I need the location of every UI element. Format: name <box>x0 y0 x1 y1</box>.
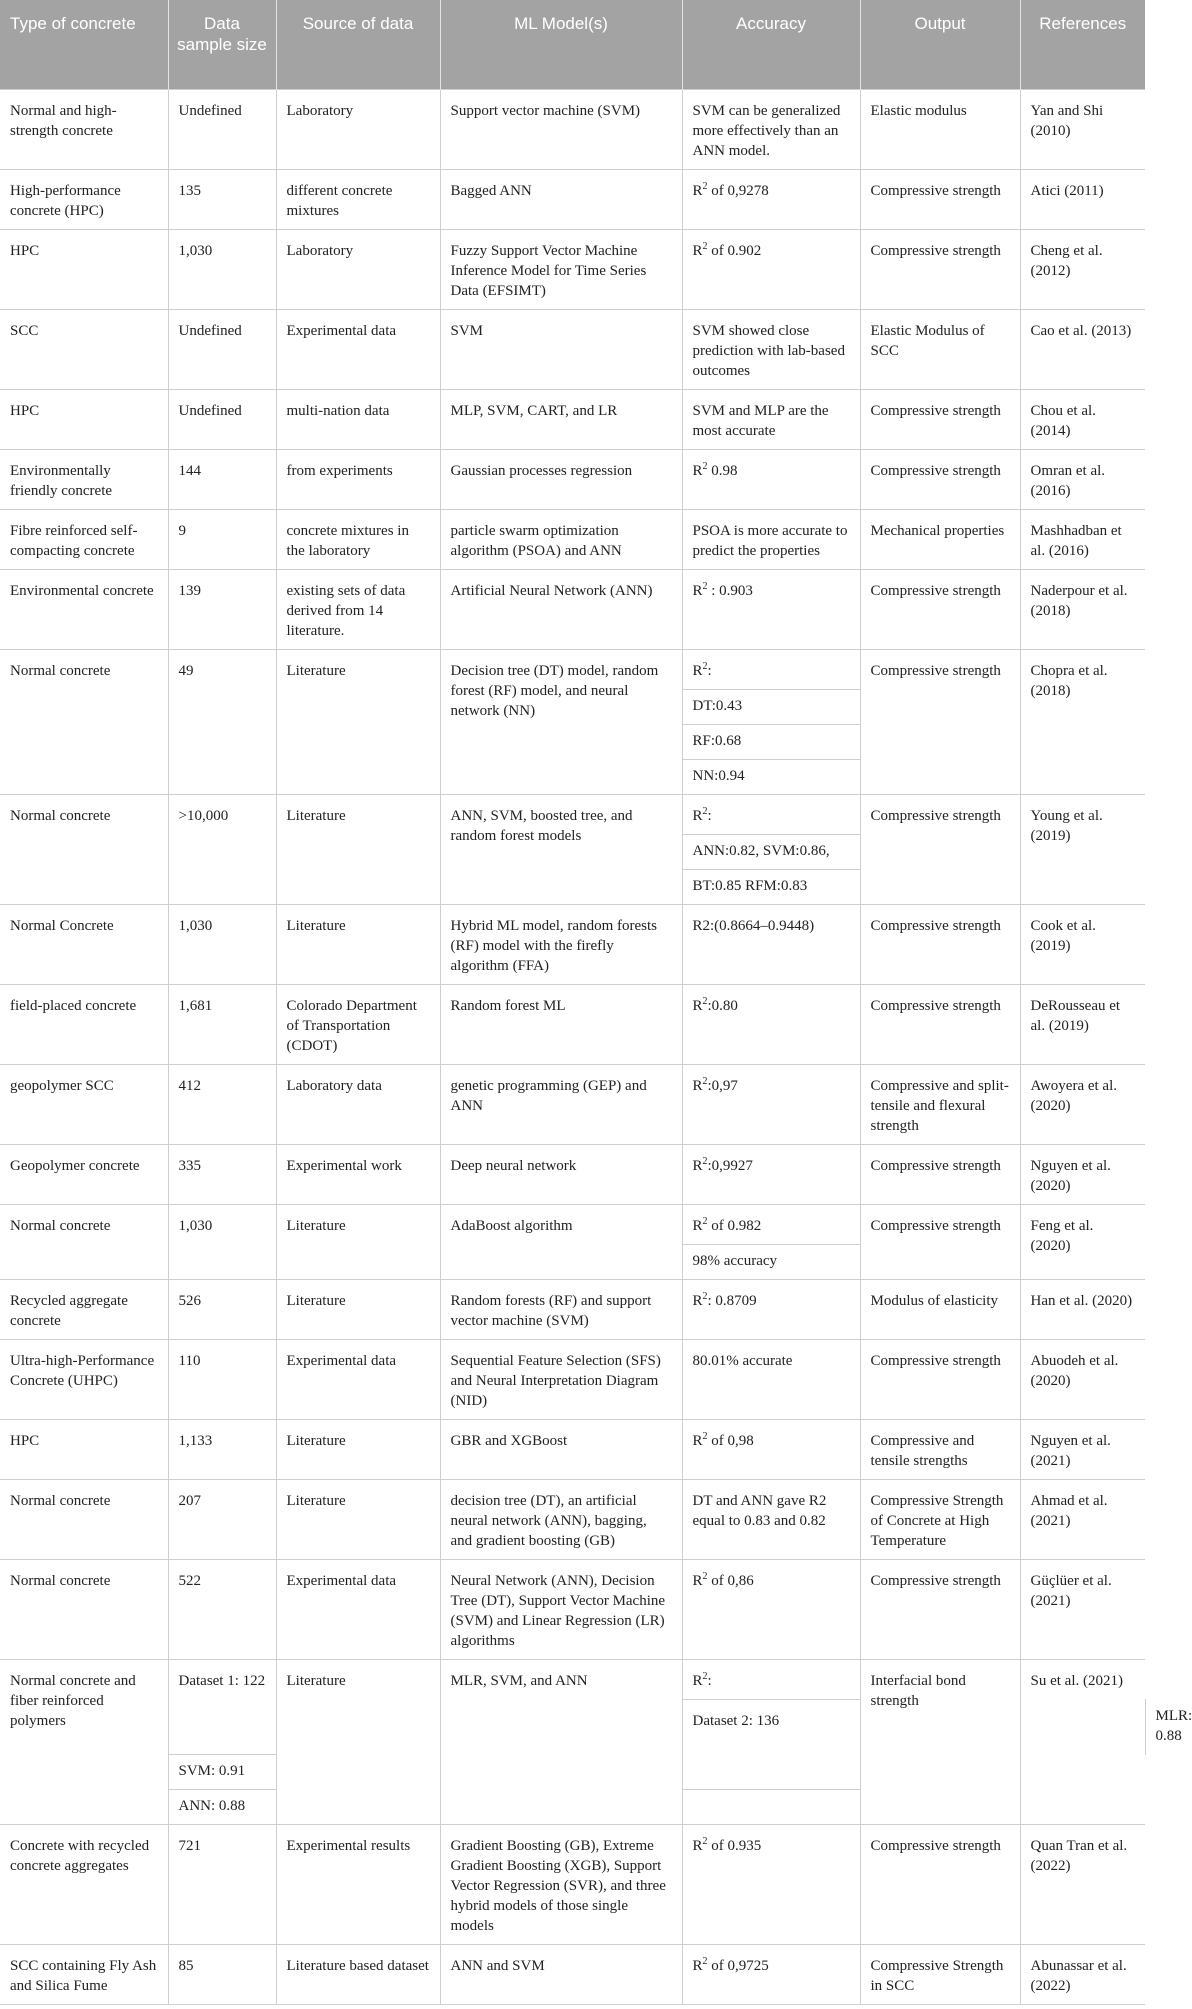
table-row <box>0 1480 1145 1560</box>
cell-sample-size: 1,681 <box>168 985 276 1065</box>
cell-type: Geopolymer concrete <box>0 1145 168 1205</box>
table-row <box>0 1560 1145 1660</box>
cell-accuracy: SVM and MLP are the most accurate <box>682 390 860 450</box>
table-row <box>0 1145 1145 1205</box>
cell-reference: Mashhadban et al. (2016) <box>1020 510 1145 570</box>
cell-accuracy: $R^2$ of 0,9725 <box>682 1945 860 2005</box>
cell-output: Compressive strength <box>860 1560 1020 1660</box>
table-row <box>0 510 1145 570</box>
cell-accuracy: $R^2$ of 0.982 <box>682 1205 860 1245</box>
cell-accuracy: BT:0.85 RFM:0.83 <box>682 870 860 905</box>
cell-reference: Nguyen et al. (2021) <box>1020 1420 1145 1480</box>
cell-accuracy: PSOA is more accurate to predict the properties <box>682 510 860 570</box>
table-row <box>0 1945 1145 2005</box>
cell-type: Ultra-high-Performance Concrete (UHPC) <box>0 1340 168 1420</box>
cell-type: Normal concrete <box>0 1205 168 1280</box>
cell-output: Elastic modulus <box>860 90 1020 170</box>
cell-type: Normal concrete <box>0 1480 168 1560</box>
cell-models: MLR, SVM, and ANN <box>440 1660 682 1825</box>
table-row <box>0 795 1145 835</box>
table-row <box>0 1205 1145 1245</box>
cell-sample-size: 335 <box>168 1145 276 1205</box>
cell-accuracy: $R^2$ 0.98 <box>682 450 860 510</box>
cell-source: different concrete mixtures <box>276 170 440 230</box>
cell-accuracy: $R^2$ : 0.903 <box>682 570 860 650</box>
cell-source: multi-nation data <box>276 390 440 450</box>
table-row <box>0 310 1145 390</box>
table-row <box>0 905 1145 985</box>
cell-sample-size: 1,030 <box>168 905 276 985</box>
header-sample-size: Data sample size <box>168 0 276 90</box>
cell-reference: Abuodeh et al. (2020) <box>1020 1340 1145 1420</box>
cell-sample-size: 144 <box>168 450 276 510</box>
cell-sample-size: 85 <box>168 1945 276 2005</box>
cell-type: Normal concrete <box>0 1560 168 1660</box>
cell-reference: Abunassar et al. (2022) <box>1020 1945 1145 2005</box>
cell-models: decision tree (DT), an artificial neural network (ANN), bagging, and gradient boosting (GB) <box>440 1480 682 1560</box>
cell-type: Normal Concrete <box>0 905 168 985</box>
cell-models: MLP, SVM, CART, and LR <box>440 390 682 450</box>
header-source: Source of data <box>276 0 440 90</box>
cell-source: Literature <box>276 1480 440 1560</box>
cell-source: Experimental work <box>276 1145 440 1205</box>
table-row <box>0 170 1145 230</box>
cell-source: Literature <box>276 1205 440 1280</box>
table-row <box>0 230 1145 310</box>
table-row <box>0 985 1145 1065</box>
cell-reference: Quan Tran et al. (2022) <box>1020 1825 1145 1945</box>
cell-reference: DeRousseau et al. (2019) <box>1020 985 1145 1065</box>
header-row <box>0 0 1145 90</box>
cell-type: Normal concrete and fiber reinforced polymers <box>0 1660 168 1825</box>
cell-reference: Atici (2011) <box>1020 170 1145 230</box>
cell-source: concrete mixtures in the laboratory <box>276 510 440 570</box>
cell-output: Compressive and tensile strengths <box>860 1420 1020 1480</box>
cell-output: Compressive strength <box>860 905 1020 985</box>
cell-type: SCC containing Fly Ash and Silica Fume <box>0 1945 168 2005</box>
cell-reference: Chopra et al. (2018) <box>1020 650 1145 795</box>
cell-sample-size: 135 <box>168 170 276 230</box>
cell-reference: Feng et al. (2020) <box>1020 1205 1145 1280</box>
cell-models: Bagged ANN <box>440 170 682 230</box>
cell-models: Random forests (RF) and support vector machine (SVM) <box>440 1280 682 1340</box>
cell-accuracy: $R^2$: 0.8709 <box>682 1280 860 1340</box>
cell-accuracy: NN:0.94 <box>682 760 860 795</box>
cell-sample-size: >10,000 <box>168 795 276 905</box>
cell-models: genetic programming (GEP) and ANN <box>440 1065 682 1145</box>
cell-sample-size: 522 <box>168 1560 276 1660</box>
cell-sample-size: 526 <box>168 1280 276 1340</box>
cell-accuracy: $R^2:0.80$ <box>682 985 860 1065</box>
cell-output: Compressive strength <box>860 570 1020 650</box>
cell-source: existing sets of data derived from 14 literature. <box>276 570 440 650</box>
cell-sample-size: 1,030 <box>168 1205 276 1280</box>
cell-sample-size: Undefined <box>168 310 276 390</box>
cell-sample-size: 1,133 <box>168 1420 276 1480</box>
cell-output: Compressive strength <box>860 1205 1020 1280</box>
cell-sample-size: 110 <box>168 1340 276 1420</box>
cell-sample-size: Undefined <box>168 390 276 450</box>
cell-models: particle swarm optimization algorithm (PSOA) and ANN <box>440 510 682 570</box>
cell-accuracy: SVM: 0.91 <box>168 1755 276 1790</box>
cell-reference: Nguyen et al. (2020) <box>1020 1145 1145 1205</box>
cell-models: Gaussian processes regression <box>440 450 682 510</box>
cell-type: Fibre reinforced self-compacting concrete <box>0 510 168 570</box>
table-row <box>0 1065 1145 1145</box>
table-row <box>0 1660 1145 1700</box>
cell-type: Environmentally friendly concrete <box>0 450 168 510</box>
cell-accuracy: $R^2$ of 0.935 <box>682 1825 860 1945</box>
cell-models: Artificial Neural Network (ANN) <box>440 570 682 650</box>
cell-accuracy: RF:0.68 <box>682 725 860 760</box>
cell-source: Literature <box>276 650 440 795</box>
cell-sample-size: 721 <box>168 1825 276 1945</box>
cell-accuracy: $R^2$: <box>682 795 860 835</box>
cell-source: Experimental data <box>276 1560 440 1660</box>
cell-accuracy: $R^2$ of 0,98 <box>682 1420 860 1480</box>
cell-models: ANN, SVM, boosted tree, and random forest models <box>440 795 682 905</box>
table-row <box>0 90 1145 170</box>
cell-accuracy: $R^2$ of 0,9278 <box>682 170 860 230</box>
cell-type: Normal and high-strength concrete <box>0 90 168 170</box>
cell-sample-size: Dataset 2: 136 <box>682 1700 860 1790</box>
cell-type: HPC <box>0 230 168 310</box>
cell-accuracy: ANN: 0.88 <box>168 1790 276 1825</box>
cell-models: AdaBoost algorithm <box>440 1205 682 1280</box>
cell-sample-size: Dataset 1: 122 <box>168 1660 276 1755</box>
cell-output: Compressive strength <box>860 170 1020 230</box>
table-row <box>0 1340 1145 1420</box>
cell-source: Laboratory <box>276 230 440 310</box>
table-subrow: Dataset 2: 136 MLR: 0.88 <box>0 1700 1145 1755</box>
cell-type: Normal concrete <box>0 795 168 905</box>
cell-source: Literature <box>276 1280 440 1340</box>
cell-reference: Naderpour et al. (2018) <box>1020 570 1145 650</box>
cell-models: Gradient Boosting (GB), Extreme Gradient Boosting (XGB), Support Vector Regression (SVR), and three hybrid models of those single models <box>440 1825 682 1945</box>
cell-accuracy: DT and ANN gave R2 equal to 0.83 and 0.82 <box>682 1480 860 1560</box>
cell-type: SCC <box>0 310 168 390</box>
cell-reference: Yan and Shi (2010) <box>1020 90 1145 170</box>
cell-accuracy: $R^2$ of 0.902 <box>682 230 860 310</box>
table-row <box>0 450 1145 510</box>
table-row <box>0 390 1145 450</box>
table-row <box>0 1280 1145 1340</box>
cell-accuracy: 98% accuracy <box>682 1245 860 1280</box>
cell-output: Compressive strength <box>860 650 1020 795</box>
cell-output: Compressive strength <box>860 1145 1020 1205</box>
cell-source: Experimental data <box>276 310 440 390</box>
cell-output: Compressive and split-tensile and flexural strength <box>860 1065 1020 1145</box>
cell-models: Decision tree (DT) model, random forest (RF) model, and neural network (NN) <box>440 650 682 795</box>
cell-output: Mechanical properties <box>860 510 1020 570</box>
cell-accuracy: ANN:0.82, SVM:0.86, <box>682 835 860 870</box>
cell-reference: Han et al. (2020) <box>1020 1280 1145 1340</box>
cell-output: Interfacial bond strength <box>860 1660 1020 1825</box>
cell-sample-size: Undefined <box>168 90 276 170</box>
cell-output: Compressive Strength in SCC <box>860 1945 1020 2005</box>
cell-reference: Young et al. (2019) <box>1020 795 1145 905</box>
cell-type: Environmental concrete <box>0 570 168 650</box>
cell-source: Colorado Department of Transportation (CDOT) <box>276 985 440 1065</box>
cell-source: Literature <box>276 1660 440 1825</box>
cell-output: Compressive strength <box>860 1340 1020 1420</box>
cell-accuracy: $R^2$ of 0,86 <box>682 1560 860 1660</box>
cell-models: GBR and XGBoost <box>440 1420 682 1480</box>
cell-sample-size: 49 <box>168 650 276 795</box>
cell-models: Deep neural network <box>440 1145 682 1205</box>
cell-output: Compressive strength <box>860 450 1020 510</box>
cell-models: ANN and SVM <box>440 1945 682 2005</box>
cell-reference: Cook et al. (2019) <box>1020 905 1145 985</box>
cell-output: Compressive strength <box>860 1825 1020 1945</box>
cell-output: Compressive strength <box>860 230 1020 310</box>
cell-source: Literature based dataset <box>276 1945 440 2005</box>
cell-reference: Cheng et al. (2012) <box>1020 230 1145 310</box>
header-models: ML Model(s) <box>440 0 682 90</box>
header-references: References <box>1020 0 1145 90</box>
cell-accuracy: SVM can be generalized more effectively than an ANN model. <box>682 90 860 170</box>
cell-type: field-placed concrete <box>0 985 168 1065</box>
header-accuracy: Accuracy <box>682 0 860 90</box>
cell-sample-size: 9 <box>168 510 276 570</box>
cell-reference: Ahmad et al. (2021) <box>1020 1480 1145 1560</box>
cell-sample-size: 207 <box>168 1480 276 1560</box>
cell-type: Normal concrete <box>0 650 168 795</box>
cell-models: Sequential Feature Selection (SFS) and Neural Interpretation Diagram (NID) <box>440 1340 682 1420</box>
table-row <box>0 570 1145 650</box>
table-row <box>0 1825 1145 1945</box>
header-type: Type of concrete <box>0 0 168 90</box>
cell-accuracy: R2:(0.8664–0.9448) <box>682 905 860 985</box>
cell-source: Literature <box>276 1420 440 1480</box>
cell-type: High-performance concrete (HPC) <box>0 170 168 230</box>
cell-models: Fuzzy Support Vector Machine Inference Model for Time Series Data (EFSIMT) <box>440 230 682 310</box>
cell-output: Compressive Strength of Concrete at High Temperature <box>860 1480 1020 1560</box>
cell-source: from experiments <box>276 450 440 510</box>
cell-output: Compressive strength <box>860 795 1020 905</box>
cell-models: Random forest ML <box>440 985 682 1065</box>
table-row <box>0 650 1145 690</box>
cell-output: Modulus of elasticity <box>860 1280 1020 1340</box>
cell-source: Laboratory data <box>276 1065 440 1145</box>
cell-models: Support vector machine (SVM) <box>440 90 682 170</box>
cell-accuracy: $R^2:0,9927$ <box>682 1145 860 1205</box>
cell-sample-size: 1,030 <box>168 230 276 310</box>
cell-type: Concrete with recycled concrete aggregates <box>0 1825 168 1945</box>
header-output: Output <box>860 0 1020 90</box>
cell-models: Hybrid ML model, random forests (RF) model with the firefly algorithm (FFA) <box>440 905 682 985</box>
cell-reference: Su et al. (2021) <box>1020 1660 1145 1825</box>
cell-reference: Chou et al. (2014) <box>1020 390 1145 450</box>
cell-accuracy: $R^2:0,97$ <box>682 1065 860 1145</box>
cell-accuracy: $R^2$: <box>682 1660 860 1700</box>
cell-reference: Awoyera et al. (2020) <box>1020 1065 1145 1145</box>
cell-reference: Güçlüer et al. (2021) <box>1020 1560 1145 1660</box>
cell-source: Literature <box>276 905 440 985</box>
cell-reference: Cao et al. (2013) <box>1020 310 1145 390</box>
cell-accuracy: $R^2$: <box>682 650 860 690</box>
cell-output: Compressive strength <box>860 985 1020 1065</box>
cell-sample-size: 412 <box>168 1065 276 1145</box>
cell-accuracy: DT:0.43 <box>682 690 860 725</box>
cell-type: geopolymer SCC <box>0 1065 168 1145</box>
cell-type: HPC <box>0 1420 168 1480</box>
cell-source: Experimental results <box>276 1825 440 1945</box>
cell-output: Compressive strength <box>860 390 1020 450</box>
cell-reference: Omran et al. (2016) <box>1020 450 1145 510</box>
cell-type: HPC <box>0 390 168 450</box>
cell-models: Neural Network (ANN), Decision Tree (DT), Support Vector Machine (SVM) and Linear Regression (LR) algorithms <box>440 1560 682 1660</box>
cell-source: Literature <box>276 795 440 905</box>
cell-type: Recycled aggregate concrete <box>0 1280 168 1340</box>
cell-models: SVM <box>440 310 682 390</box>
cell-sample-size: 139 <box>168 570 276 650</box>
table-row <box>0 1420 1145 1480</box>
cell-accuracy: SVM showed close prediction with lab-based outcomes <box>682 310 860 390</box>
cell-source: Experimental data <box>276 1340 440 1420</box>
cell-accuracy: 80.01% accurate <box>682 1340 860 1420</box>
cell-output: Elastic Modulus of SCC <box>860 310 1020 390</box>
cell-source: Laboratory <box>276 90 440 170</box>
